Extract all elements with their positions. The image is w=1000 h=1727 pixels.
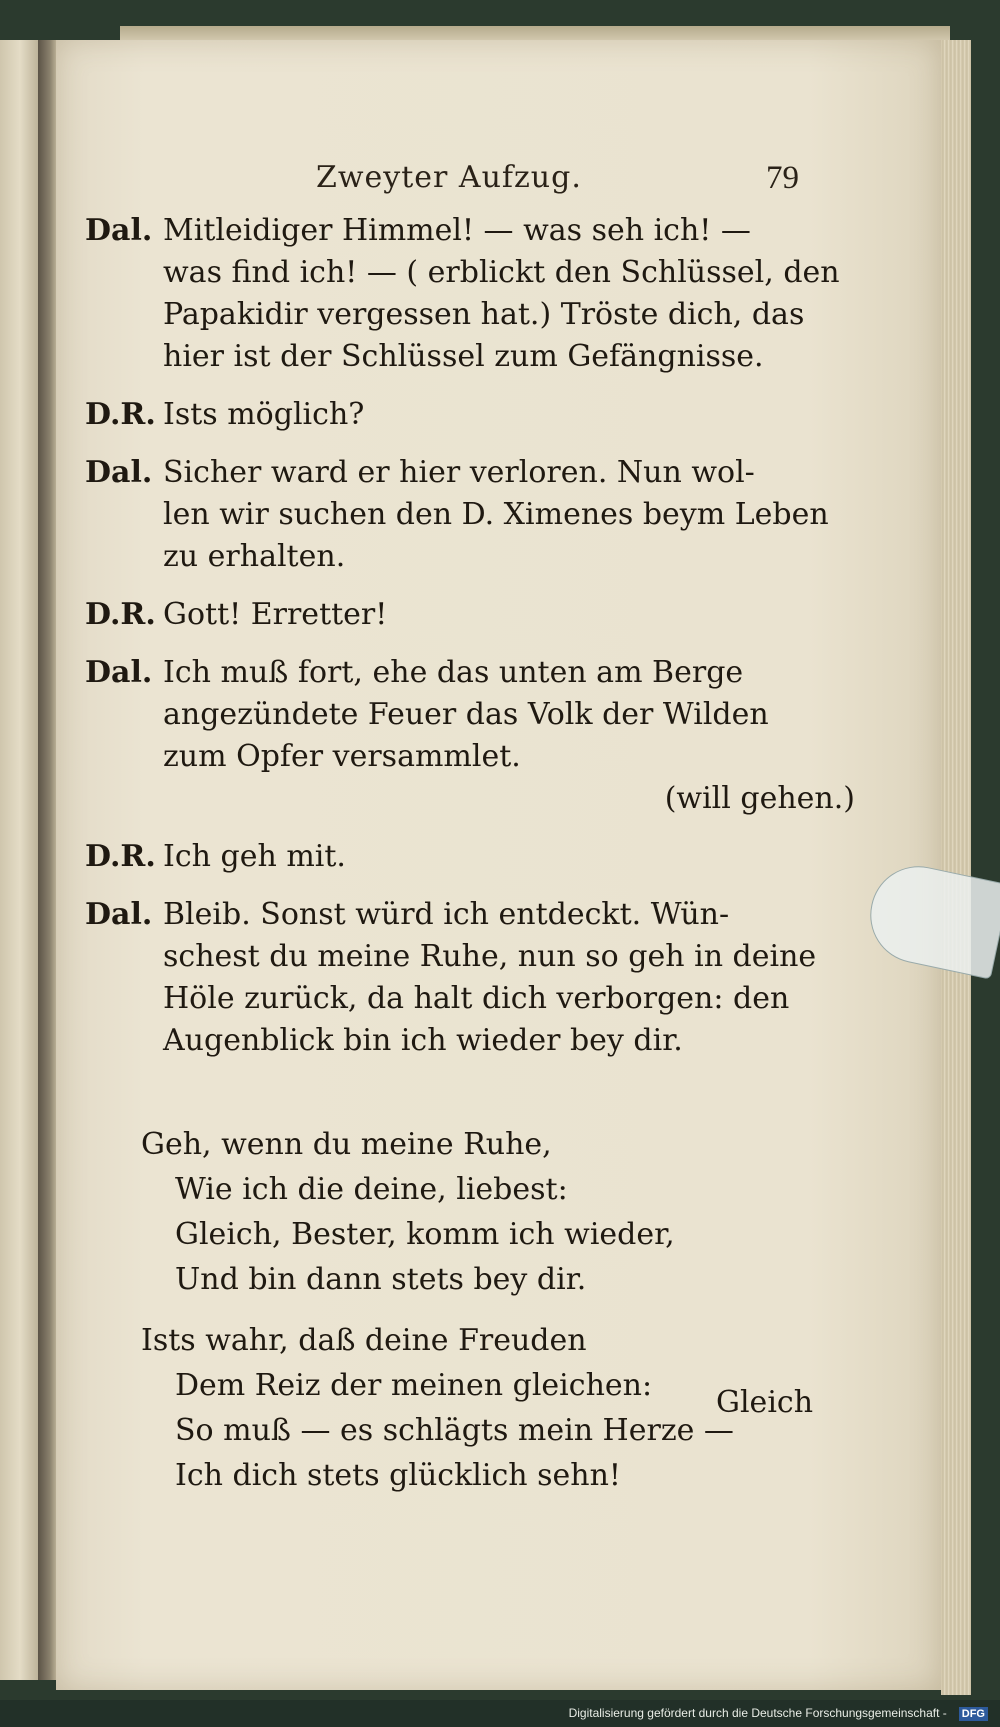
text-line: Gott! Erretter!	[163, 597, 388, 632]
text-line: Sicher ward er hier verloren. Nun wol-	[163, 455, 755, 490]
text-line: zum Opfer versammlet.	[163, 739, 521, 774]
speech-4	[85, 594, 885, 636]
text-line: Ich geh mit.	[163, 839, 346, 874]
text-line: was find ich! — ( erblickt den Schlüssel, den	[163, 255, 840, 290]
text-line: len wir suchen den D. Ximenes beym Leben	[163, 497, 829, 532]
running-head: Zweyter Aufzug.	[316, 160, 582, 195]
verse-line: Geh, wenn du meine Ruhe,	[141, 1127, 552, 1162]
text-line: Ich muß fort, ehe das unten am Berge	[163, 655, 744, 690]
book-page	[56, 40, 941, 1690]
speaker-label: D.R.	[85, 397, 156, 432]
book-gutter	[38, 40, 58, 1680]
stage-direction: (will gehen.)	[664, 781, 855, 816]
digitization-footer	[0, 1700, 1000, 1727]
speaker-label: Dal.	[85, 897, 153, 932]
catchword: Gleich	[716, 1385, 814, 1420]
verse-line: Und bin dann stets bey dir.	[175, 1262, 587, 1297]
verse-line: Wie ich die deine, liebest:	[175, 1172, 568, 1207]
text-line: hier ist der Schlüssel zum Gefängnisse.	[163, 339, 764, 374]
speech-3	[85, 452, 885, 578]
aria-verse	[85, 1122, 885, 1498]
speech-1	[85, 210, 885, 378]
verse-line: Ists wahr, daß deine Freuden	[141, 1323, 587, 1358]
text-line: Höle zurück, da halt dich verborgen: den	[163, 981, 790, 1016]
verse-line: Ich dich stets glücklich sehn!	[175, 1458, 621, 1493]
stanza-1	[141, 1122, 885, 1302]
facing-page-edge	[0, 40, 40, 1680]
speaker-label: Dal.	[85, 455, 153, 490]
speech-5	[85, 652, 885, 820]
speaker-label: Dal.	[85, 655, 153, 690]
page-header	[56, 160, 941, 210]
text-line: zu erhalten.	[163, 539, 346, 574]
page-number: 79	[766, 160, 799, 196]
text-line: Papakidir vergessen hat.) Tröste dich, das	[163, 297, 805, 332]
page-text	[85, 210, 885, 1514]
text-line: Bleib. Sonst würd ich entdeckt. Wün-	[163, 897, 730, 932]
text-line: Augenblick bin ich wieder bey dir.	[163, 1023, 683, 1058]
verse-line: So muß — es schlägts mein Herze —	[175, 1413, 734, 1448]
text-line: schest du meine Ruhe, nun so geh in deine	[163, 939, 817, 974]
speaker-label: Dal.	[85, 213, 153, 248]
speech-6	[85, 836, 885, 878]
speech-2	[85, 394, 885, 436]
footer-credit: Digitalisierung gefördert durch die Deutsche Forschungsgemeinschaft -	[568, 1706, 947, 1720]
dfg-logo: DFG	[959, 1707, 988, 1721]
speaker-label: D.R.	[85, 839, 156, 874]
verse-line: Gleich, Bester, komm ich wieder,	[175, 1217, 675, 1252]
page-edges	[941, 40, 971, 1695]
text-line: Mitleidiger Himmel! — was seh ich! —	[163, 213, 751, 248]
speaker-label: D.R.	[85, 597, 156, 632]
verse-line: Dem Reiz der meinen gleichen:	[175, 1368, 653, 1403]
speech-7	[85, 894, 885, 1062]
text-line: Ists möglich?	[163, 397, 365, 432]
text-line: angezündete Feuer das Volk der Wilden	[163, 697, 769, 732]
